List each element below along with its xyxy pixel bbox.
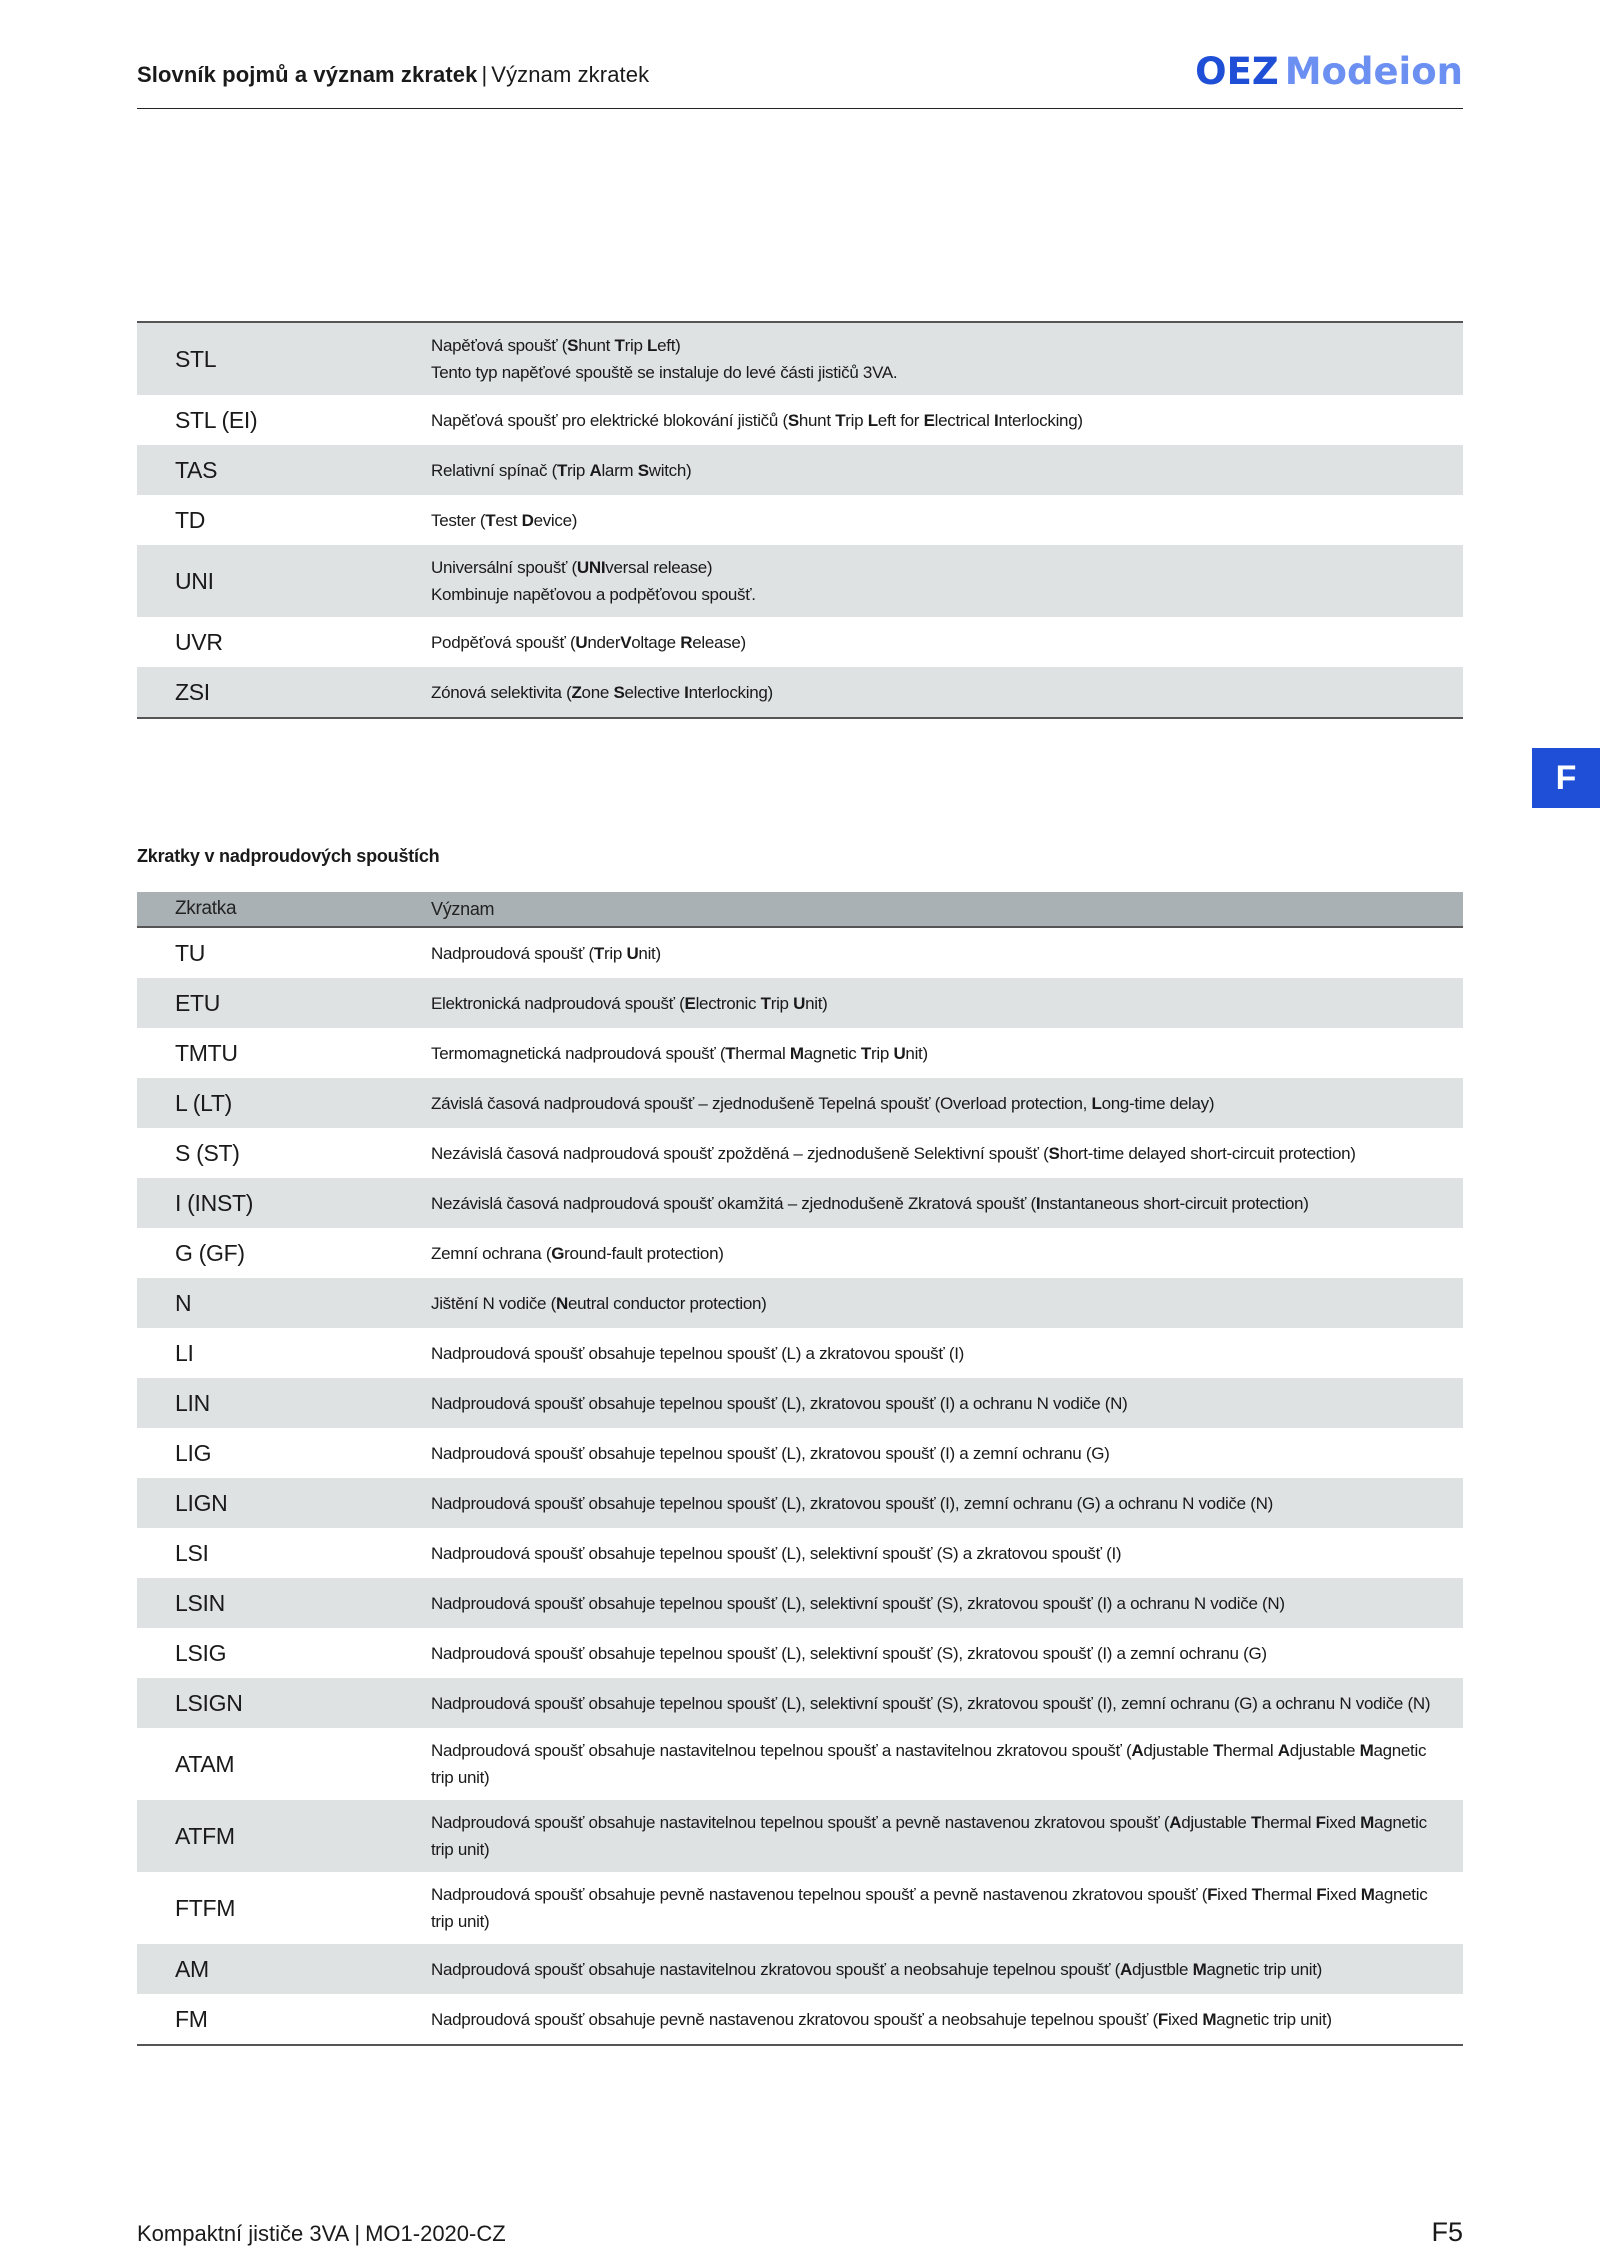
abbreviation-code: AM <box>137 1944 431 1994</box>
abbreviation-meaning: Nadproudová spoušť obsahuje tepelnou spoušť (L), selektivní spoušť (S), zkratovou spoušť (I), zemní ochranu (G) a ochranu N vodiče (N) <box>431 1678 1463 1728</box>
page-header-title <box>137 62 649 88</box>
abbreviation-code: LSIN <box>137 1578 431 1628</box>
table-row <box>137 1528 1463 1578</box>
abbreviation-code: STL (EI) <box>175 406 258 433</box>
abbreviation-code: TMTU <box>175 1039 238 1066</box>
table-row <box>137 322 1463 395</box>
table-row <box>137 978 1463 1028</box>
abbreviation-code: ATAM <box>175 1750 235 1777</box>
abbreviation-meaning: Nezávislá časová nadproudová spoušť okamžitá – zjednodušeně Zkratová spoušť (Instantaneous short-circuit protection) <box>431 1178 1463 1228</box>
abbreviation-meaning: Nezávislá časová nadproudová spoušť zpožděná – zjednodušeně Selektivní spoušť (Short-time delayed short-circuit protection) <box>431 1143 1356 1163</box>
abbreviation-meaning: Nadproudová spoušť obsahuje tepelnou spoušť (L), selektivní spoušť (S) a zkratovou spoušť (I) <box>431 1543 1122 1563</box>
abbreviation-meaning: Závislá časová nadproudová spoušť – zjednodušeně Tepelná spoušť (Overload protection, Long-time delay) <box>431 1078 1463 1128</box>
abbreviation-code: L (LT) <box>137 1078 431 1128</box>
abbreviation-code: TU <box>175 939 206 966</box>
oez-modeion-logo <box>1195 50 1463 93</box>
table-row <box>137 1478 1463 1528</box>
abbreviation-code: FM <box>175 2005 208 2032</box>
table-row <box>137 1328 1463 1378</box>
abbreviation-code: LIN <box>137 1378 431 1428</box>
section-tab-marker: F <box>1532 748 1600 808</box>
table-row <box>137 1178 1463 1228</box>
abbreviation-code: ATFM <box>137 1800 431 1872</box>
abbreviation-meaning: Jištění N vodiče (Neutral conductor protection) <box>431 1278 1463 1328</box>
abbreviation-table-1 <box>137 321 1463 719</box>
abbreviation-meaning: Nadproudová spoušť (Trip Unit) <box>431 943 661 963</box>
abbreviation-meaning: Universální spoušť (UNIversal release) Kombinuje napěťovou a podpěťovou spoušť. <box>431 545 1463 617</box>
abbreviation-meaning: Nadproudová spoušť obsahuje pevně nastavenou zkratovou spoušť a neobsahuje tepelnou spoušť (Fixed Magnetic trip unit) <box>431 2009 1332 2029</box>
table-row <box>137 1428 1463 1478</box>
abbreviation-code: S (ST) <box>175 1139 240 1166</box>
table-row <box>137 1278 1463 1328</box>
abbreviation-code: LSIGN <box>137 1678 431 1728</box>
abbreviation-meaning: Napěťová spoušť pro elektrické blokování jističů (Shunt Trip Left for Electrical Interlocking) <box>431 410 1083 430</box>
abbreviation-meaning: Nadproudová spoušť obsahuje tepelnou spoušť (L), zkratovou spoušť (I) a ochranu N vodiče (N) <box>431 1378 1463 1428</box>
footer-document-id <box>137 2221 506 2247</box>
abbreviation-meaning: Elektronická nadproudová spoušť (Electronic Trip Unit) <box>431 978 1463 1028</box>
abbreviation-meaning: Nadproudová spoušť obsahuje nastavitelnou tepelnou spoušť a pevně nastavenou zkratovou spoušť (Adjustable Thermal Fixed Magnetic trip unit) <box>431 1800 1463 1872</box>
abbreviation-code: UNI <box>137 545 431 617</box>
abbreviation-meaning: Zemní ochrana (Ground-fault protection) <box>431 1243 724 1263</box>
abbreviation-meaning: Nadproudová spoušť obsahuje pevně nastavenou tepelnou spoušť a pevně nastavenou zkratovou spoušť (Fixed Thermal Fixed Magnetic trip unit) <box>431 1885 1428 1931</box>
table-row <box>137 545 1463 617</box>
table-header-row <box>137 892 1463 927</box>
abbreviation-code: I (INST) <box>137 1178 431 1228</box>
abbreviation-code: LIGN <box>137 1478 431 1528</box>
table-row <box>137 1228 1463 1278</box>
column-header-meaning: Význam <box>431 892 1463 927</box>
trip-unit-abbreviation-table <box>137 892 1463 2046</box>
abbreviation-meaning: Tester (Test Device) <box>431 510 578 530</box>
table-row <box>137 667 1463 718</box>
footer-code: MO1-2020-CZ <box>365 2221 506 2246</box>
table-row <box>137 495 1463 545</box>
abbreviation-meaning: Nadproudová spoušť obsahuje tepelnou spoušť (L), selektivní spoušť (S), zkratovou spoušť (I) a zemní ochranu (G) <box>431 1643 1267 1663</box>
abbreviation-meaning: Nadproudová spoušť obsahuje tepelnou spoušť (L) a zkratovou spoušť (I) <box>431 1343 965 1363</box>
logo-modeion: Modeion <box>1284 50 1463 93</box>
table-row <box>137 445 1463 495</box>
table-row <box>137 1728 1463 1800</box>
abbreviation-code: ZSI <box>137 667 431 718</box>
abbreviation-meaning: Nadproudová spoušť obsahuje nastavitelnou tepelnou spoušť a nastavitelnou zkratovou spoušť (Adjustable Thermal Adjustable Magnetic trip unit) <box>431 1741 1427 1787</box>
abbreviation-code: N <box>137 1278 431 1328</box>
table-row <box>137 1678 1463 1728</box>
table-row <box>137 1128 1463 1178</box>
table-row <box>137 927 1463 978</box>
abbreviation-code: STL <box>137 322 431 395</box>
footer-separator: | <box>354 2221 361 2246</box>
table-row <box>137 1078 1463 1128</box>
abbreviation-code: ETU <box>137 978 431 1028</box>
abbreviation-meaning: Nadproudová spoušť obsahuje nastavitelnou zkratovou spoušť a neobsahuje tepelnou spoušť (Adjustble Magnetic trip unit) <box>431 1944 1463 1994</box>
header-title-bold: Slovník pojmů a význam zkratek <box>137 62 478 87</box>
header-separator: | <box>481 62 488 87</box>
abbreviation-code: FTFM <box>175 1894 236 1921</box>
footer-product: Kompaktní jističe 3VA <box>137 2221 350 2246</box>
abbreviation-code: LIG <box>175 1439 212 1466</box>
abbreviation-meaning: Zónová selektivita (Zone Selective Interlocking) <box>431 667 1463 718</box>
abbreviation-meaning: Podpěťová spoušť (UnderVoltage Release) <box>431 632 746 652</box>
abbreviation-code: LI <box>175 1339 194 1366</box>
abbreviation-meaning: Relativní spínač (Trip Alarm Switch) <box>431 445 1463 495</box>
abbreviation-meaning: Napěťová spoušť (Shunt Trip Left) Tento typ napěťové spouště se instaluje do levé části jističů 3VA. <box>431 322 1463 395</box>
table-row <box>137 1872 1463 1944</box>
abbreviation-code: LSIG <box>175 1639 227 1666</box>
abbreviation-code: LSI <box>175 1539 209 1566</box>
table-row <box>137 1944 1463 1994</box>
table-row <box>137 1994 1463 2045</box>
header-title-regular: Význam zkratek <box>491 62 650 87</box>
table-row <box>137 1800 1463 1872</box>
table-row <box>137 617 1463 667</box>
page-number: F5 <box>1431 2217 1463 2247</box>
abbreviation-meaning: Nadproudová spoušť obsahuje tepelnou spoušť (L), zkratovou spoušť (I), zemní ochranu (G) a ochranu N vodiče (N) <box>431 1478 1463 1528</box>
abbreviation-code: TD <box>175 506 206 533</box>
abbreviation-code: TAS <box>137 445 431 495</box>
abbreviation-meaning: Nadproudová spoušť obsahuje tepelnou spoušť (L), selektivní spoušť (S), zkratovou spoušť (I) a ochranu N vodiče (N) <box>431 1578 1463 1628</box>
abbreviation-meaning: Nadproudová spoušť obsahuje tepelnou spoušť (L), zkratovou spoušť (I) a zemní ochranu (G) <box>431 1443 1110 1463</box>
abbreviation-code: UVR <box>175 628 223 655</box>
column-header-code: Zkratka <box>137 892 431 927</box>
table-row <box>137 1378 1463 1428</box>
section-title: Zkratky v nadproudových spouštích <box>137 846 440 866</box>
abbreviation-meaning: Termomagnetická nadproudová spoušť (Thermal Magnetic Trip Unit) <box>431 1043 928 1063</box>
header-rule <box>137 108 1463 109</box>
table-row <box>137 395 1463 445</box>
table-row <box>137 1628 1463 1678</box>
table-row <box>137 1028 1463 1078</box>
logo-oez: OEZ <box>1195 50 1279 93</box>
table-row <box>137 1578 1463 1628</box>
abbreviation-code: G (GF) <box>175 1239 245 1266</box>
